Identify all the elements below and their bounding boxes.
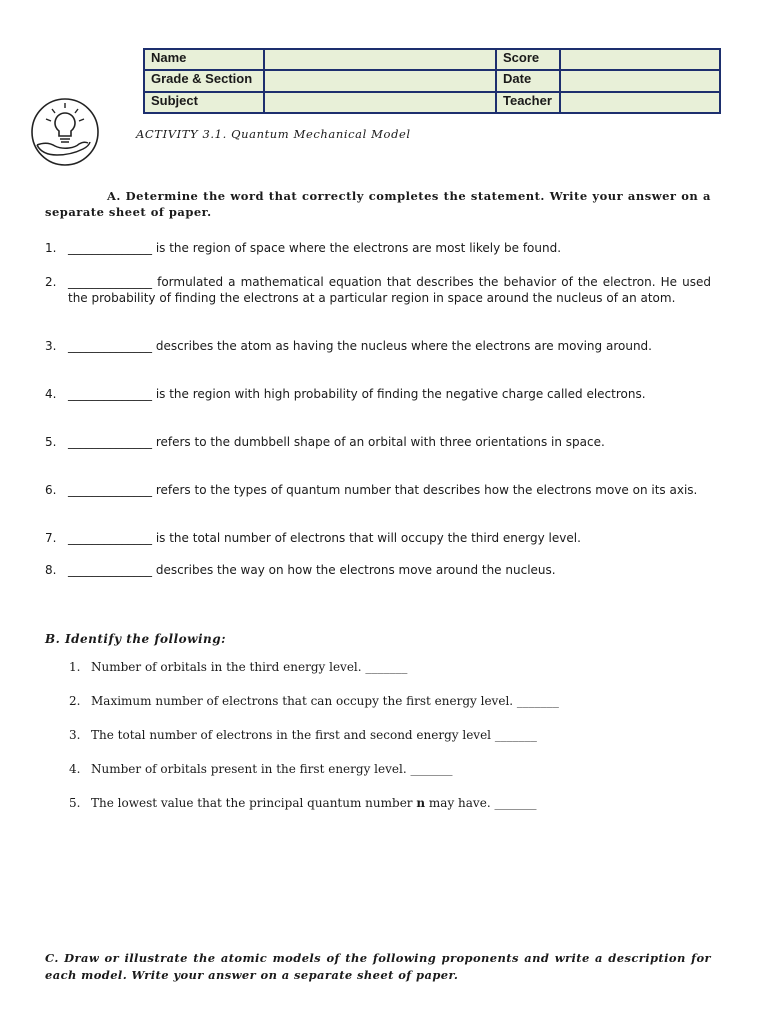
section-a-instruction [45, 188, 711, 220]
answer-blank[interactable]: ______________ [68, 435, 152, 449]
question-number: 7. [45, 531, 57, 545]
name-field[interactable] [264, 49, 496, 70]
name-label: Name [144, 49, 264, 70]
question-text-end: may have. [428, 796, 491, 810]
subject-field[interactable] [264, 92, 496, 113]
section-c-instruction: C. Draw or illustrate the atomic models of the following proponents and write a description for each model. Write your answer on a separate sheet of paper. [45, 951, 711, 982]
answer-blank[interactable]: _______ [516, 694, 559, 708]
question-number: 6. [45, 483, 57, 497]
question-b-5 [69, 795, 536, 811]
question-text: is the region of space where the electrons are most likely be found. [155, 241, 562, 255]
answer-blank[interactable]: ______________ [68, 483, 152, 497]
question-b-1 [69, 659, 407, 675]
question-number: 3. [45, 339, 57, 353]
question-number: 5. [69, 796, 81, 810]
score-label: Score [496, 49, 560, 70]
answer-blank[interactable]: _______ [494, 796, 537, 810]
answer-blank[interactable]: ______________ [68, 275, 152, 289]
date-field[interactable] [560, 70, 720, 91]
activity-title: ACTIVITY 3.1. Quantum Mechanical Model [136, 127, 411, 141]
date-label: Date [496, 70, 560, 91]
subject-label: Subject [144, 92, 264, 113]
question-number: 2. [69, 694, 81, 708]
question-a-2 [45, 274, 711, 306]
question-a-6 [45, 482, 711, 498]
question-text: Maximum number of electrons that can occupy the first energy level. [91, 694, 514, 708]
question-text: formulated a mathematical equation that describes the behavior of the electron. He used the probability of finding the electrons at a particular region in space around the nucleus of an atom. [68, 275, 711, 305]
question-text: The total number of electrons in the first and second energy level [91, 728, 492, 742]
answer-blank[interactable]: ______________ [68, 241, 152, 255]
question-number: 1. [45, 241, 57, 255]
answer-blank[interactable]: _______ [365, 660, 408, 674]
question-text: Number of orbitals present in the first energy level. [91, 762, 407, 776]
section-a-instruction-text: A. Determine the word that correctly completes the statement. Write your answer on a separate sheet of paper. [45, 189, 711, 219]
question-a-7 [45, 530, 711, 546]
section-b-title: B. Identify the following: [45, 632, 227, 646]
question-a-5 [45, 434, 711, 450]
question-text: refers to the dumbbell shape of an orbital with three orientations in space. [155, 435, 605, 449]
question-text: describes the way on how the electrons move around the nucleus. [155, 563, 556, 577]
grade-section-label: Grade & Section [144, 70, 264, 91]
question-a-3 [45, 338, 711, 354]
teacher-field[interactable] [560, 92, 720, 113]
question-b-2 [69, 693, 559, 709]
question-text: describes the atom as having the nucleus where the electrons are moving around. [155, 339, 652, 353]
answer-blank[interactable]: ______________ [68, 531, 152, 545]
question-text: refers to the types of quantum number that describes how the electrons move on its axis. [155, 483, 698, 497]
score-field[interactable] [560, 49, 720, 70]
student-info-table [143, 48, 721, 114]
answer-blank[interactable]: ______________ [68, 563, 152, 577]
question-number: 1. [69, 660, 81, 674]
question-number: 4. [69, 762, 81, 776]
question-a-8 [45, 562, 711, 578]
answer-blank[interactable]: ______________ [68, 387, 152, 401]
answer-blank[interactable]: ______________ [68, 339, 152, 353]
lightbulb-in-hand-icon [30, 97, 100, 167]
question-number: 3. [69, 728, 81, 742]
answer-blank[interactable]: _______ [494, 728, 537, 742]
question-b-4 [69, 761, 452, 777]
question-text: The lowest value that the principal quantum number [91, 796, 413, 810]
teacher-label: Teacher [496, 92, 560, 113]
grade-section-field[interactable] [264, 70, 496, 91]
quantum-number-symbol: n [416, 796, 426, 810]
question-b-3 [69, 727, 537, 743]
question-number: 4. [45, 387, 57, 401]
answer-blank[interactable]: _______ [410, 762, 453, 776]
question-number: 8. [45, 563, 57, 577]
question-text: Number of orbitals in the third energy level. [91, 660, 362, 674]
question-a-4 [45, 386, 711, 402]
question-number: 2. [45, 275, 57, 289]
question-text: is the total number of electrons that will occupy the third energy level. [155, 531, 581, 545]
question-text: is the region with high probability of finding the negative charge called electrons. [155, 387, 646, 401]
question-number: 5. [45, 435, 57, 449]
question-a-1 [45, 240, 711, 256]
